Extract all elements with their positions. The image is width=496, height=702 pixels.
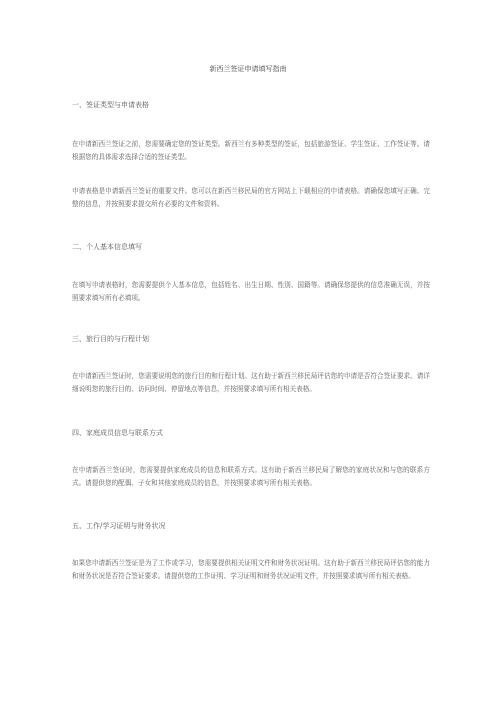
section-paragraph: 在申请新西兰签证之前，您需要确定您的签证类型。新西兰有多种类型的签证，包括旅游签证、学生签证、工作签证等。请根据您的具体需求选择合适的签证类型。 — [72, 140, 430, 161]
section-heading-visa-type: 一、签证类型与申请表格 — [72, 101, 149, 109]
document-title: 新西兰签证申请填写指南 — [209, 65, 287, 73]
section-heading-travel-plan: 三、旅行目的与行程计划 — [72, 335, 149, 343]
section-heading-personal-info: 二、个人基本信息填写 — [72, 243, 142, 251]
section-heading-family-info: 四、家庭成员信息与联系方式 — [72, 429, 163, 437]
section-heading-work-study-finance: 五、工作/学习证明与财务状况 — [72, 522, 166, 530]
section-paragraph: 在申请新西兰签证时，您需要提供家庭成员的信息和联系方式。这有助于新西兰移民局了解您的家庭状况和与您的联系方式。请提供您的配偶、子女和其他家庭成员的信息，并按照要求填写所有相关表格。 — [72, 466, 430, 487]
section-paragraph: 申请表格是申请新西兰签证的重要文件。您可以在新西兰移民局的官方网站上下载相应的申请表格。请确保您填写正确、完整的信息，并按照要求提交所有必要的文件和资料。 — [72, 187, 430, 208]
section-paragraph: 如果您申请新西兰签证是为了工作或学习，您需要提供相关证明文件和财务状况证明。这有助于新西兰移民局评估您的能力和财务状况是否符合签证要求。请提供您的工作证明、学习证明和财务状况证明文件，并按照要求填写所有相关表格。 — [72, 559, 430, 580]
section-paragraph: 在填写申请表格时，您需要提供个人基本信息，包括姓名、出生日期、性别、国籍等。请确保您提供的信息准确无误，并按照要求填写所有必填项。 — [72, 281, 430, 302]
section-paragraph: 在申请新西兰签证时，您需要说明您的旅行目的和行程计划。这有助于新西兰移民局评估您的申请是否符合签证要求。请详细说明您的旅行目的、访问时间、停留地点等信息，并按照要求填写所有相关表格。 — [72, 372, 430, 393]
